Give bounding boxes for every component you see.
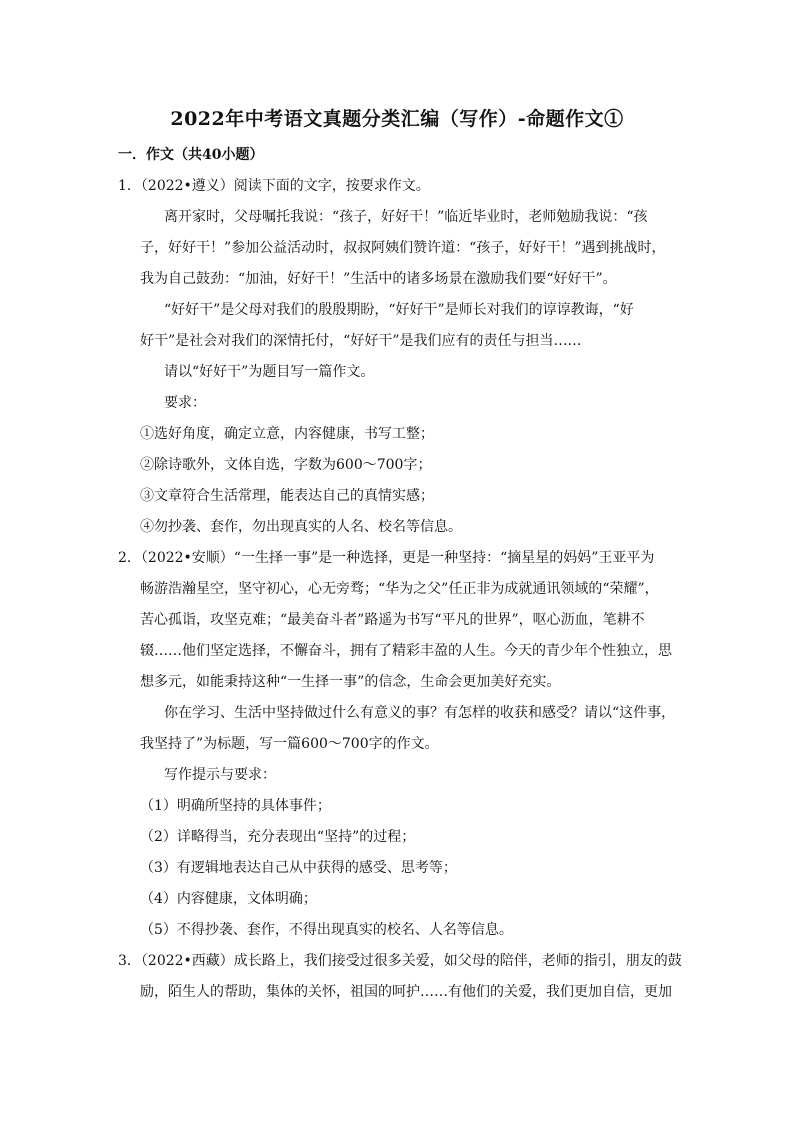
q1-requirement: ②除诗歌外，文体自选，字数为600～700字； <box>140 457 432 473</box>
q2-para2-line: 我坚持了”为标题，写一篇600～700字的作文。 <box>140 736 439 752</box>
question-2-lead: 2．（2022•安顺）“一生择一事”是一种选择，更是一种坚持：“摘星星的妈妈”王亚平为 <box>118 550 655 566</box>
q2-tip: （5）不得抄袭、套作，不得出现真实的校名、人名等信息。 <box>140 922 513 938</box>
q2-para1-line: 辍……他们坚定选择，不懈奋斗，拥有了精彩丰盈的人生。今天的青少年个性独立，思 <box>140 643 672 659</box>
q1-para2-line: 好干”是社会对我们的深情托付，“好好干”是我们应有的责任与担当…… <box>140 333 582 349</box>
q1-requirement: ③文章符合生活常理，能表达自己的真情实感； <box>140 488 434 504</box>
question-3-lead: 3．（2022•西藏）成长路上，我们接受过很多关爱，如父母的陪伴，老师的指引，朋友的鼓 <box>118 953 682 969</box>
q1-requirement: ①选好角度，确定立意，内容健康，书写工整； <box>140 426 434 442</box>
q1-para1-line: 我为自己鼓劲：“加油，好好干！”生活中的诸多场景在激励我们要“好好干”。 <box>140 271 617 287</box>
q2-para1-line: 想多元，如能秉持这种“一生择一事”的信念，生命会更加美好充实。 <box>140 674 561 690</box>
question-1-lead: 1．（2022•遵义）阅读下面的文字，按要求作文。 <box>118 178 430 194</box>
section-heading: 一．作文（共40小题） <box>118 147 264 163</box>
q1-instruction: 请以“好好干”为题目写一篇作文。 <box>164 364 375 380</box>
q2-para1-line: 苦心孤诣，攻坚克难；“最美奋斗者”路遥为书写“平凡的世界”，呕心沥血，笔耕不 <box>140 612 645 628</box>
q1-para1-line: 子，好好干！”参加公益活动时，叔叔阿姨们赞许道：“孩子，好好干！”遇到挑战时， <box>140 240 666 256</box>
page-title: 2022年中考语文真题分类汇编（写作）-命题作文① <box>170 108 624 130</box>
q2-tip: （3）有逻辑地表达自己从中获得的感受、思考等； <box>140 860 457 876</box>
q1-requirement: ④勿抄袭、套作，勿出现真实的人名、校名等信息。 <box>140 519 462 535</box>
q2-para2-line: 你在学习、生活中坚持做过什么有意义的事？有怎样的收获和感受？请以“这件事， <box>164 705 676 721</box>
q1-para2-line: “好好干”是父母对我们的殷殷期盼，“好好干”是师长对我们的谆谆教诲，“好 <box>164 302 634 318</box>
q2-tip: （1）明确所坚持的具体事件； <box>140 798 331 814</box>
q1-requirements-label: 要求： <box>164 395 206 411</box>
q2-tip: （4）内容健康，文体明确； <box>140 891 317 907</box>
q3-para1-line: 励，陌生人的帮助，集体的关怀，祖国的呵护……有他们的关爱，我们更加自信，更加 <box>140 984 672 1000</box>
q1-para1-line: 离开家时，父母嘱托我说：“孩子，好好干！”临近毕业时，老师勉励我说：“孩 <box>164 209 648 225</box>
q2-tips-label: 写作提示与要求： <box>164 767 276 783</box>
q2-tip: （2）详略得当，充分表现出“坚持”的过程； <box>140 829 416 845</box>
q2-para1-line: 畅游浩瀚星空，坚守初心，心无旁骛；“华为之父”任正非为成就通讯领域的“荣耀”， <box>140 581 659 597</box>
